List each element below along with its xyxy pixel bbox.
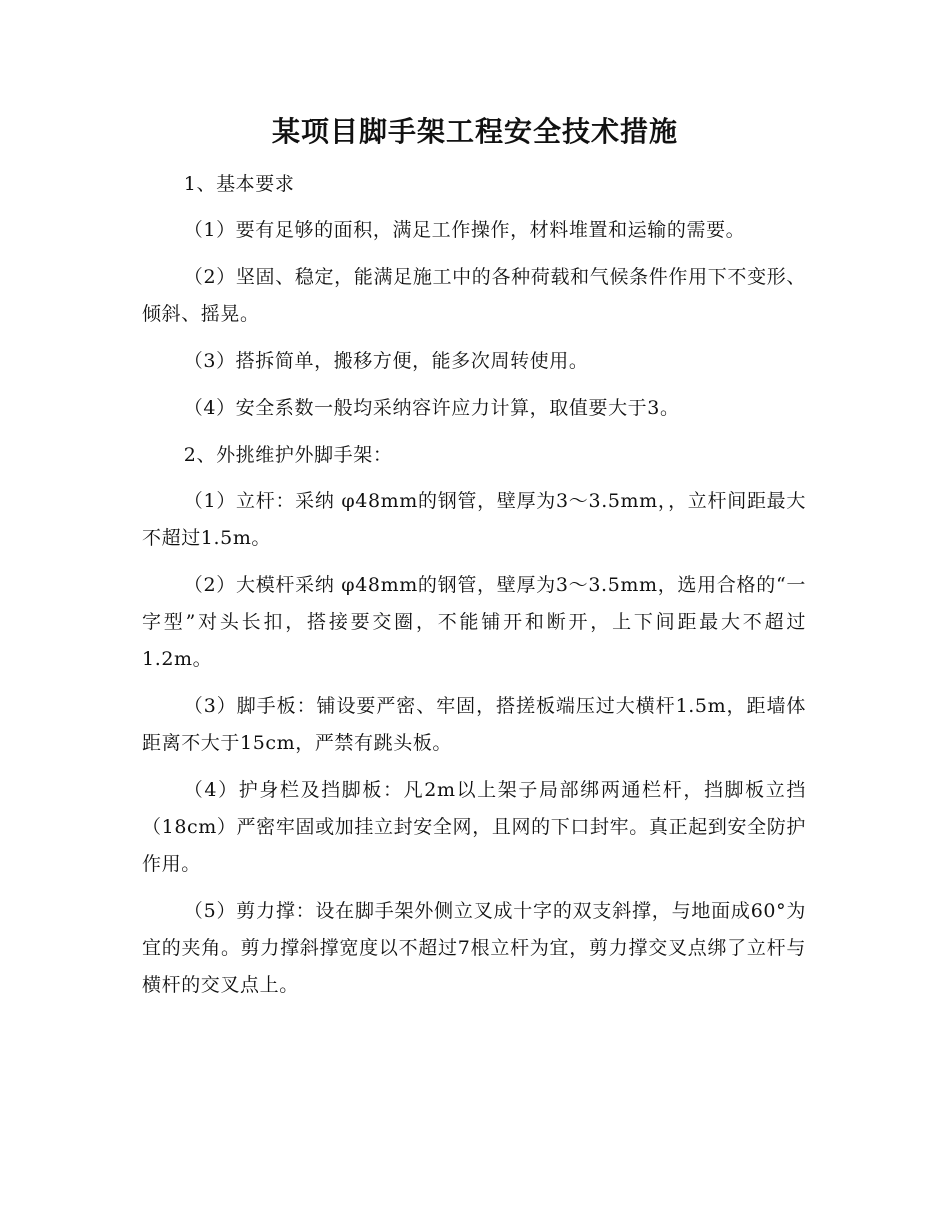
paragraph-scaffold-2: （2）大模杆采纳 φ48mm的钢管，壁厚为3～3.5mm，选用合格的“一字型”对头长扣，搭接要交圈，不能铺开和断开，上下间距最大不超过1.2m。 bbox=[142, 574, 806, 670]
paragraph-requirement-3: （3）搭拆简单，搬移方便，能多次周转使用。 bbox=[183, 350, 589, 372]
paragraph-requirement-4: （4）安全系数一般均采纳容许应力计算，取值要大于3。 bbox=[183, 397, 680, 419]
section-heading-external-scaffold: 2、外挑维护外脚手架： bbox=[183, 444, 393, 466]
document-title: 某项目脚手架工程安全技术措施 bbox=[271, 115, 678, 148]
paragraph-scaffold-1: （1）立杆：采纳 φ48mm的钢管，壁厚为3～3.5mm，，立杆间距最大不超过1.5m。 bbox=[142, 490, 806, 549]
paragraph-scaffold-3: （3）脚手板：铺设要严密、牢固，搭搓板端压过大横杆1.5m，距墙体距离不大于15cm，严禁有跳头板。 bbox=[142, 695, 806, 754]
paragraph-scaffold-4: （4）护身栏及挡脚板：凡2m以上架子局部绑两通栏杆，挡脚板立挡（18cm）严密牢固或加挂立封安全网，且网的下口封牢。真正起到安全防护作用。 bbox=[142, 779, 806, 875]
paragraph-requirement-1: （1）要有足够的面积，满足工作操作，材料堆置和运输的需要。 bbox=[183, 219, 746, 241]
document-body bbox=[142, 166, 806, 1014]
paragraph-requirement-2: （2）坚固、稳定，能满足施工中的各种荷载和气候条件作用下不变形、倾斜、摇晃。 bbox=[142, 266, 806, 325]
paragraph-scaffold-5: （5）剪力撑：设在脚手架外侧立叉成十字的双支斜撑，与地面成60°为宜的夹角。剪力撑斜撑宽度以不超过7根立杆为宜，剪力撑交叉点绑了立杆与横杆的交叉点上。 bbox=[142, 900, 806, 996]
section-heading-basic-requirements: 1、基本要求 bbox=[183, 173, 295, 195]
